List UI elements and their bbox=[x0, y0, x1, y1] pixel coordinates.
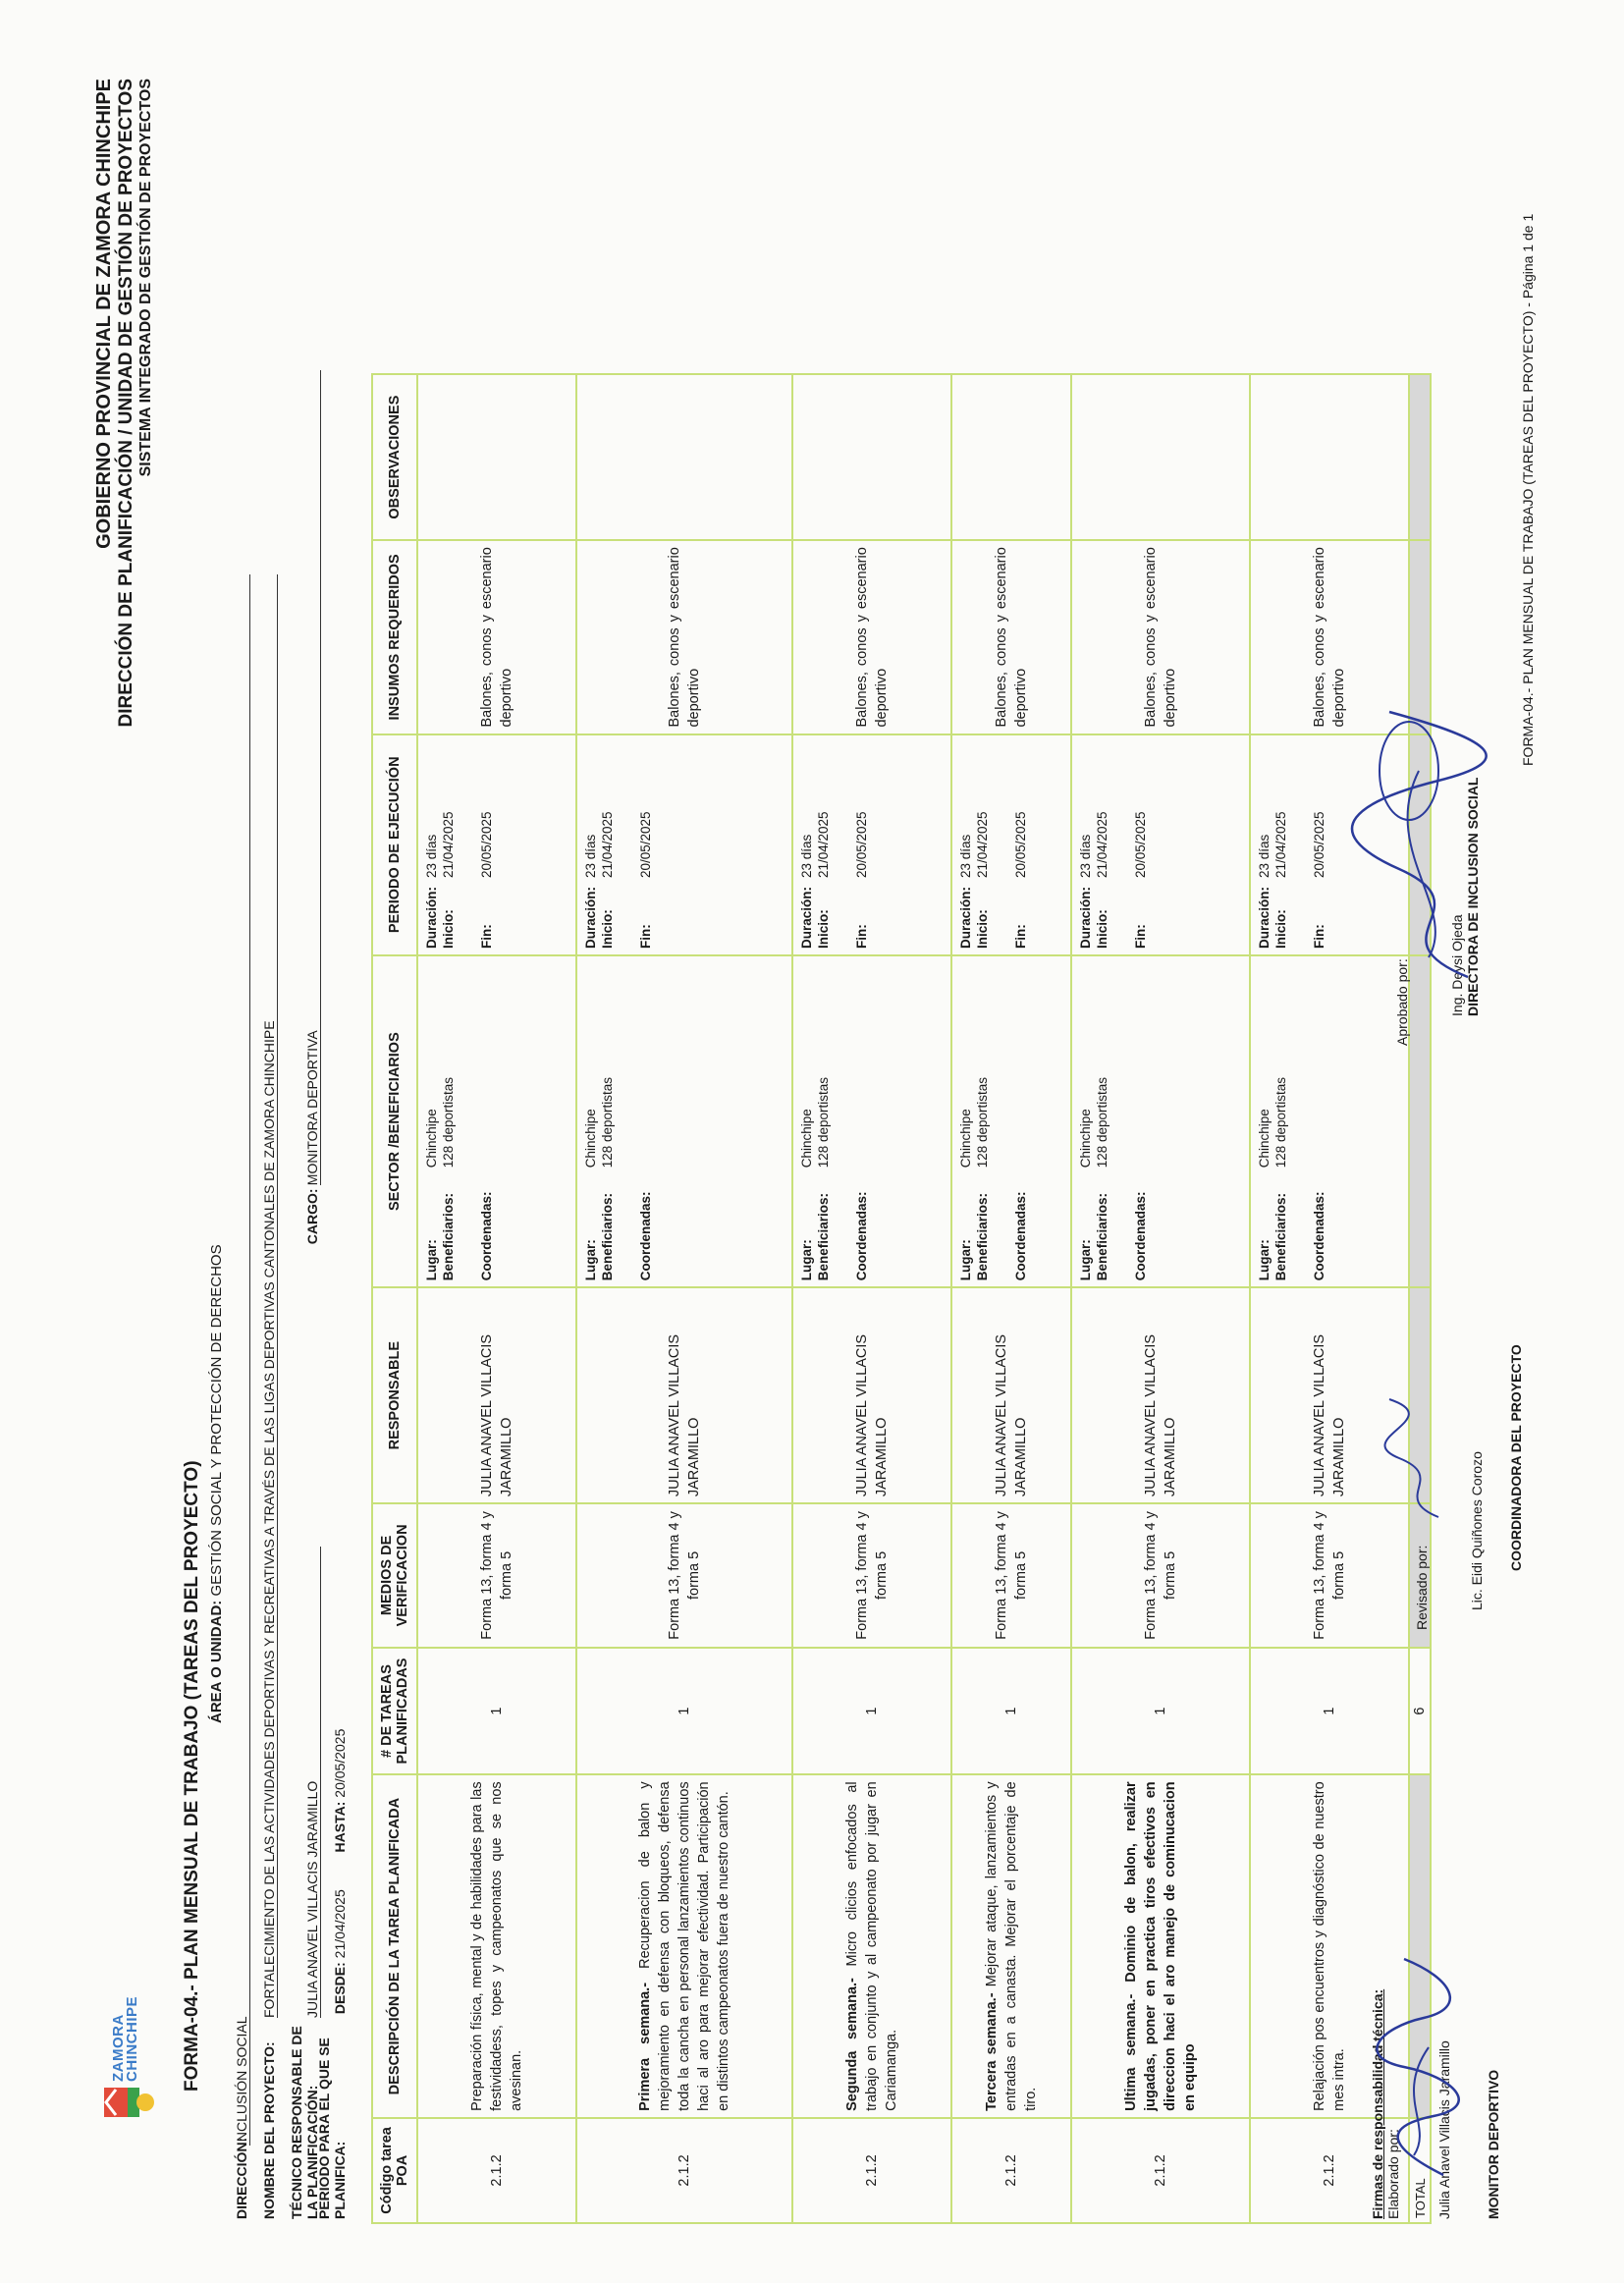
cell-responsable: JULIA ANAVEL VILLACIS JARAMILLO bbox=[1071, 1287, 1250, 1503]
col-header-insumos: INSUMOS REQUERIDOS bbox=[372, 540, 417, 734]
cell-periodo: Duración: 23 días Inicio: 21/04/2025 Fin: 20/05/2025 bbox=[792, 734, 951, 956]
page-footer: FORMA-04.- PLAN MENSUAL DE TRABAJO (TAREAS DEL PROYECTO) - Página 1 de 1 bbox=[1520, 213, 1536, 766]
logo-emblem-icon bbox=[98, 2082, 157, 2121]
cell-sector: Lugar: Chinchipe Beneficiarios: 128 deportistas Coordenadas: bbox=[1250, 955, 1409, 1287]
elaborado-signature-mark bbox=[1375, 1949, 1463, 2185]
col-header-medios: MEDIOS DE VERIFICACION bbox=[372, 1503, 417, 1648]
cell-observaciones bbox=[417, 374, 576, 540]
revisado-signature-mark bbox=[1380, 1389, 1458, 1527]
cell-codigo: 2.1.2 bbox=[417, 2118, 576, 2223]
elaborado-role: MONITOR DEPORTIVO bbox=[1486, 2069, 1501, 2219]
cell-responsable: JULIA ANAVEL VILLACIS JARAMILLO bbox=[1250, 1287, 1409, 1503]
cell-medios: Forma 13, forma 4 y forma 5 bbox=[792, 1503, 951, 1648]
area-unit: ÁREA O UNIDAD: GESTIÓN SOCIAL Y PROTECCIÓN DE DERECHOS bbox=[208, 1244, 225, 1723]
cell-insumos: Balones, conos y escenario deportivo bbox=[1071, 540, 1250, 734]
cell-medios: Forma 13, forma 4 y forma 5 bbox=[1071, 1503, 1250, 1648]
table-row bbox=[1250, 374, 1409, 2223]
period-row: PERIODO PARA EL QUE SE PLANIFICA: DESDE: 21/04/2025 HASTA: 20/05/2025 bbox=[316, 1728, 348, 2219]
total-row bbox=[1409, 374, 1431, 2223]
table-header-row bbox=[372, 374, 417, 2223]
table-row bbox=[951, 374, 1071, 2223]
cell-medios: Forma 13, forma 4 y forma 5 bbox=[417, 1503, 576, 1648]
cell-responsable: JULIA ANAVEL VILLACIS JARAMILLO bbox=[417, 1287, 576, 1503]
col-header-tareas: # DE TAREAS PLANIFICADAS bbox=[372, 1648, 417, 1775]
cell-sector: Lugar: Chinchipe Beneficiarios: 128 deportistas Coordenadas: bbox=[951, 955, 1071, 1287]
cell-observaciones bbox=[576, 374, 792, 540]
cell-sector: Lugar: Chinchipe Beneficiarios: 128 deportistas Coordenadas: bbox=[792, 955, 951, 1287]
cell-sector: Lugar: Chinchipe Beneficiarios: 128 deportistas Coordenadas: bbox=[1071, 955, 1250, 1287]
revisado-name: Lic. Eidi Quiñones Corozo bbox=[1469, 1451, 1485, 1610]
zamora-chinchipe-logo bbox=[98, 1995, 159, 2121]
cell-responsable: JULIA ANAVEL VILLACIS JARAMILLO bbox=[951, 1287, 1071, 1503]
technician-row: TÉCNICO RESPONSABLE DE LA PLANIFICACIÓN:JULIA ANAVEL VILLACIS JARAMILLO CARGO:MONITORA DEPORTIVA bbox=[289, 370, 321, 2219]
cell-descripcion: Primera semana.- Recuperacion de balon y mejoramiento en defensa con bloqueos, defensa toda la cancha en personal lanzamientos continuos haci al aro para mejorar efectividad. Participación en distintos campeonatos fuera de nuestro cantón. bbox=[576, 1774, 792, 2118]
total-value: 6 bbox=[1409, 1648, 1431, 1775]
total-label: TOTAL bbox=[1409, 2118, 1431, 2223]
cell-responsable: JULIA ANAVEL VILLACIS JARAMILLO bbox=[576, 1287, 792, 1503]
cell-medios: Forma 13, forma 4 y forma 5 bbox=[951, 1503, 1071, 1648]
elaborado-name: Julia Anavel Villacis Jaramillo bbox=[1436, 2040, 1452, 2219]
cell-codigo: 2.1.2 bbox=[1071, 2118, 1250, 2223]
cell-descripcion: Preparación física, mental y de habilidades para las festividadess, topes y campeonatos que se nos avesinan. bbox=[417, 1774, 576, 2118]
col-header-observaciones: OBSERVACIONES bbox=[372, 374, 417, 540]
aprobado-role: DIRECTORA DE INCLUSION SOCIAL bbox=[1465, 777, 1481, 1016]
cell-medios: Forma 13, forma 4 y forma 5 bbox=[576, 1503, 792, 1648]
cell-descripcion: Relajación pos encuentros y diagnóstico de nuestro mes intra. bbox=[1250, 1774, 1409, 2118]
table-row bbox=[1071, 374, 1250, 2223]
signature-block-revisado: Revisado por: Lic. Eidi Quiñones Corozo COORDINADORA DEL PROYECTO bbox=[1414, 1344, 1524, 1630]
cell-tareas: 1 bbox=[417, 1648, 576, 1775]
col-header-descripcion: DESCRIPCIÓN DE LA TAREA PLANIFICADA bbox=[372, 1774, 417, 2118]
cell-tareas: 1 bbox=[1071, 1648, 1250, 1775]
aprobado-name: Ing. Deysi Ojeda bbox=[1449, 914, 1465, 1016]
col-header-sector: SECTOR /BENEFICIARIOS bbox=[372, 955, 417, 1287]
cell-periodo: Duración: 23 días Inicio: 21/04/2025 Fin: 20/05/2025 bbox=[951, 734, 1071, 956]
cell-codigo: 2.1.2 bbox=[576, 2118, 792, 2223]
cell-observaciones bbox=[1250, 374, 1409, 540]
org-name: GOBIERNO PROVINCIAL DE ZAMORA CHINCHIPE bbox=[93, 79, 115, 549]
cell-codigo: 2.1.2 bbox=[792, 2118, 951, 2223]
organization-header bbox=[93, 79, 155, 962]
direction-row: DIRECCIÓN:INCLUSIÓN SOCIAL bbox=[234, 574, 250, 2219]
cell-tareas: 1 bbox=[951, 1648, 1071, 1775]
cell-observaciones bbox=[1071, 374, 1250, 540]
tasks-table bbox=[371, 373, 1432, 2224]
cell-descripcion: Tercera semana.- Mejorar ataque, lanzamientos y entradas en a canasta. Mejorar el porcentaje de tiro. bbox=[951, 1774, 1071, 2118]
cell-descripcion: Segunda semana.- Micro clicios enfocados al trabajo en conjunto y al campeonato por jugar en Cariamanga. bbox=[792, 1774, 951, 2118]
cell-sector: Lugar: Chinchipe Beneficiarios: 128 deportistas Coordenadas: bbox=[576, 955, 792, 1287]
form-title: FORMA-04.- PLAN MENSUAL DE TRABAJO (TAREAS DEL PROYECTO) bbox=[182, 1460, 202, 2092]
cell-periodo: Duración: 23 días Inicio: 21/04/2025 Fin: 20/05/2025 bbox=[576, 734, 792, 956]
org-system: SISTEMA INTEGRADO DE GESTIÓN DE PROYECTOS bbox=[137, 79, 154, 477]
cell-insumos: Balones, conos y escenario deportivo bbox=[1250, 540, 1409, 734]
cell-tareas: 1 bbox=[1250, 1648, 1409, 1775]
cell-codigo: 2.1.2 bbox=[1250, 2118, 1409, 2223]
cell-insumos: Balones, conos y escenario deportivo bbox=[576, 540, 792, 734]
cell-periodo: Duración: 23 días Inicio: 21/04/2025 Fin: 20/05/2025 bbox=[1071, 734, 1250, 956]
cell-tareas: 1 bbox=[792, 1648, 951, 1775]
org-direction: DIRECCIÓN DE PLANIFICACIÓN / UNIDAD DE GESTIÓN DE PROYECTOS bbox=[116, 79, 136, 728]
revisado-role: COORDINADORA DEL PROYECTO bbox=[1508, 1344, 1524, 1571]
cell-periodo: Duración: 23 días Inicio: 21/04/2025 Fin: 20/05/2025 bbox=[417, 734, 576, 956]
logo-text: ZAMORA CHINCHIPE bbox=[110, 1995, 140, 2082]
cell-insumos: Balones, conos y escenario deportivo bbox=[792, 540, 951, 734]
cell-codigo: 2.1.2 bbox=[951, 2118, 1071, 2223]
col-header-codigo: Código tarea POA bbox=[372, 2118, 417, 2223]
table-row bbox=[576, 374, 792, 2223]
aprobado-signature-mark bbox=[1350, 702, 1507, 997]
cell-observaciones bbox=[792, 374, 951, 540]
cell-medios: Forma 13, forma 4 y forma 5 bbox=[1250, 1503, 1409, 1648]
cell-descripcion: Ultima semana.- Dominio de balon, realizar jugadas, poner en practica tiros efectivos en direccion haci el aro manejo de cominucacion en equipo bbox=[1071, 1774, 1250, 2118]
cell-periodo: Duración: 23 días Inicio: 21/04/2025 Fin: 20/05/2025 bbox=[1250, 734, 1409, 956]
col-header-responsable: RESPONSABLE bbox=[372, 1287, 417, 1503]
cell-insumos: Balones, conos y escenario deportivo bbox=[417, 540, 576, 734]
signature-block-aprobado: Aprobado por: Ing. Deysi Ojeda DIRECTORA DE INCLUSION SOCIAL bbox=[1394, 777, 1481, 1046]
cell-tareas: 1 bbox=[576, 1648, 792, 1775]
table-row bbox=[792, 374, 951, 2223]
col-header-periodo: PERIODO DE EJECUCIÓN bbox=[372, 734, 417, 956]
project-name-row: NOMBRE DEL PROYECTO:FORTALECIMIENTO DE LAS ACTIVIDADES DEPORTIVAS Y RECREATIVAS A TRAVÉS DE LAS LIGAS DEPORTIVAS CANTONALES DE ZAMORA CHINCHIPE bbox=[261, 574, 278, 2219]
signature-block-elaborado: Firmas de responsabilidad técnica: Elaborado por: Julia Anavel Villacis Jaramillo MONITOR DEPORTIVO bbox=[1370, 1988, 1501, 2219]
cell-insumos: Balones, conos y escenario deportivo bbox=[951, 540, 1071, 734]
table-row bbox=[417, 374, 576, 2223]
cell-responsable: JULIA ANAVEL VILLACIS JARAMILLO bbox=[792, 1287, 951, 1503]
cell-observaciones bbox=[951, 374, 1071, 540]
cell-sector: Lugar: Chinchipe Beneficiarios: 128 deportistas Coordenadas: bbox=[417, 955, 576, 1287]
